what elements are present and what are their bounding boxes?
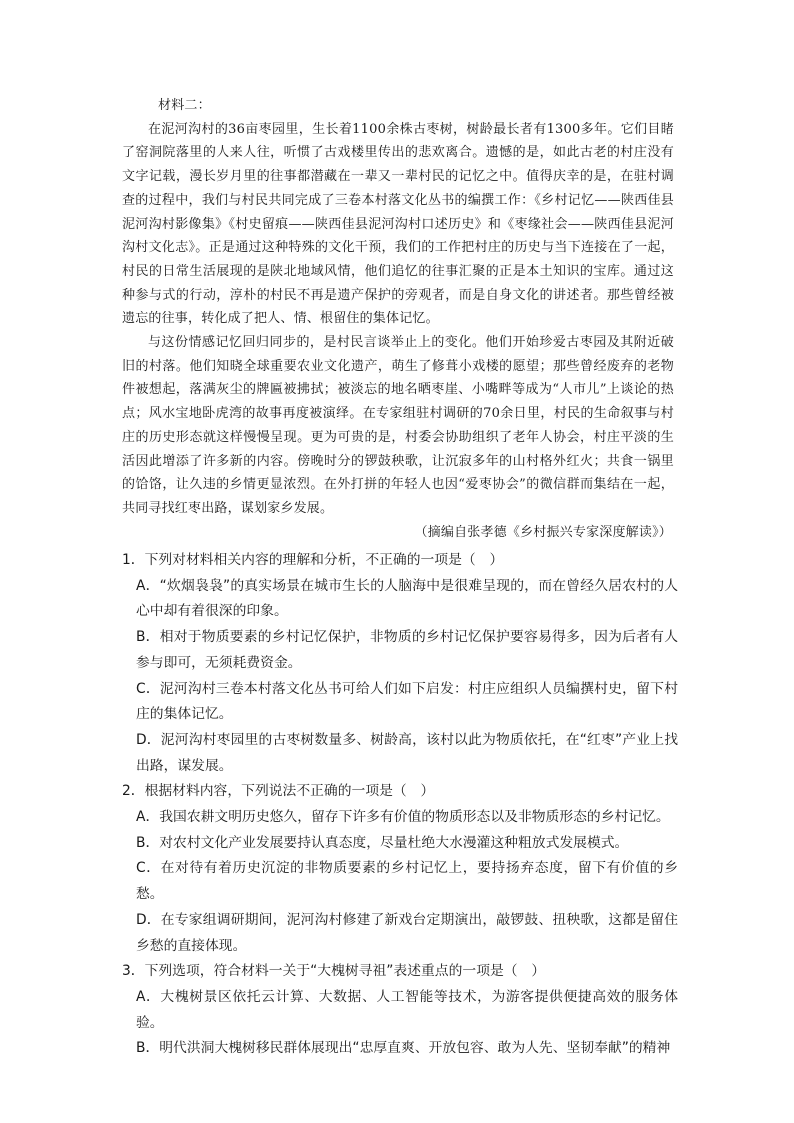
material-source: （摘编自张孝德《乡村振兴专家深度解读》） [414,524,672,540]
material-paragraph: 与这份情感记忆回归同步的，是村民言谈举止上的变化。他们开始珍爱古枣园及其附近破旧的村落。他们知晓全球重要农业文化遗产，萌生了修葺小戏楼的愿望；那些曾经废弃的老物件被想起，落满灰尘的牌匾被拂拭；被淡忘的地名晒枣崖、小嘴畔等成为“人市儿”上谈论的热点；风水宝地卧虎湾的故事再度被演绎。在专家组驻村调研的70余日里，村民的生命叙事与村庄的历史形态就这样慢慢呈现。更为可贵的是，村委会协助组织了老年人协会，村庄平淡的生活因此增添了许多新的内容。傍晚时分的锣鼓秧歌，让沉寂多年的山村格外红火；共食一锅里的饸饹，让久违的乡情更显浓烈。在外打拼的年轻人也因“爱枣协会”的微信群而集结在一起，共同寻找红枣出路，谋划家乡发展。 [122,335,674,516]
option-b: B．明代洪洞大槐树移民群体展现出“忠厚直爽、开放包容、敢为人先、坚韧奉献”的精神 [136,1040,671,1057]
question-stem: 2．根据材料内容，下列说法不正确的一项是（ ） [122,783,435,800]
material-label: 材料二： [158,98,211,113]
question-stem: 3．下列选项，符合材料一关于“大槐树寻祖”表述重点的一项是（ ） [122,963,546,980]
option-d: D．在专家组调研期间，泥河沟村修建了新戏台定期演出，敲锣鼓、扭秧歌，这都是留住乡愁的直接体现。 [136,911,678,954]
option-a: A．我国农耕文明历史悠久，留存下许多有价值的物质形态以及非物质形态的乡村记忆。 [136,809,670,826]
question-list [122,548,678,1062]
option-c: C．在对待有着历史沉淀的非物质要素的乡村记忆上，要持扬弃态度，留下有价值的乡愁。 [136,860,678,903]
option-a: A．“炊烟袅袅”的真实场景在城市生长的人脑海中是很难呈现的，而在曾经久居农村的人心中却有着很深的印象。 [136,577,678,620]
question [122,959,678,1062]
option-a: A．大槐树景区依托云计算、大数据、人工智能等技术，为游客提供便捷高效的服务体验。 [136,988,678,1031]
material-passage [122,94,674,544]
question [122,779,678,959]
material-paragraph: 在泥河沟村的36亩枣园里，生长着1100余株古枣树，树龄最长者有1300多年。它们目睹了窑洞院落里的人来人往，听惯了古戏楼里传出的悲欢离合。遗憾的是，如此古老的村庄没有文字记载，漫长岁月里的往事都潜藏在一辈又一辈村民的记忆之中。值得庆幸的是，在驻村调查的过程中，我们与村民共同完成了三卷本村落文化丛书的编撰工作：《乡村记忆——陕西佳县泥河沟村影像集》《村史留痕——陕西佳县泥河沟村口述历史》和《枣缘社会——陕西佳县泥河沟村文化志》。正是通过这种特殊的文化干预，我们的工作把村庄的历史与当下连接在了一起，村民的日常生活展现的是陕北地域风情，他们追忆的往事汇聚的正是本土知识的宝库。通过这种参与式的行动，淳朴的村民不再是遗产保护的旁观者，而是自身文化的讲述者。那些曾经被遗忘的往事，转化成了把人、情、根留住的集体记忆。 [122,121,674,327]
option-b: B．相对于物质要素的乡村记忆保护，非物质的乡村记忆保护要容易得多，因为后者有人参与即可，无须耗费资金。 [136,629,678,671]
option-c: C．泥河沟村三卷本村落文化丛书可给人们如下启发：村庄应组织人员编撰村史，留下村庄的集体记忆。 [136,680,678,723]
option-b: B．对农村文化产业发展要持认真态度，尽量杜绝大水漫灌这种粗放式发展模式。 [136,834,629,851]
option-d: D．泥河沟村枣园里的古枣树数量多、树龄高，该村以此为物质依托，在“红枣”产业上找出路，谋发展。 [136,731,678,774]
question-stem: 1．下列对材料相关内容的理解和分析，不正确的一项是（ ） [122,552,504,568]
question [122,548,678,779]
